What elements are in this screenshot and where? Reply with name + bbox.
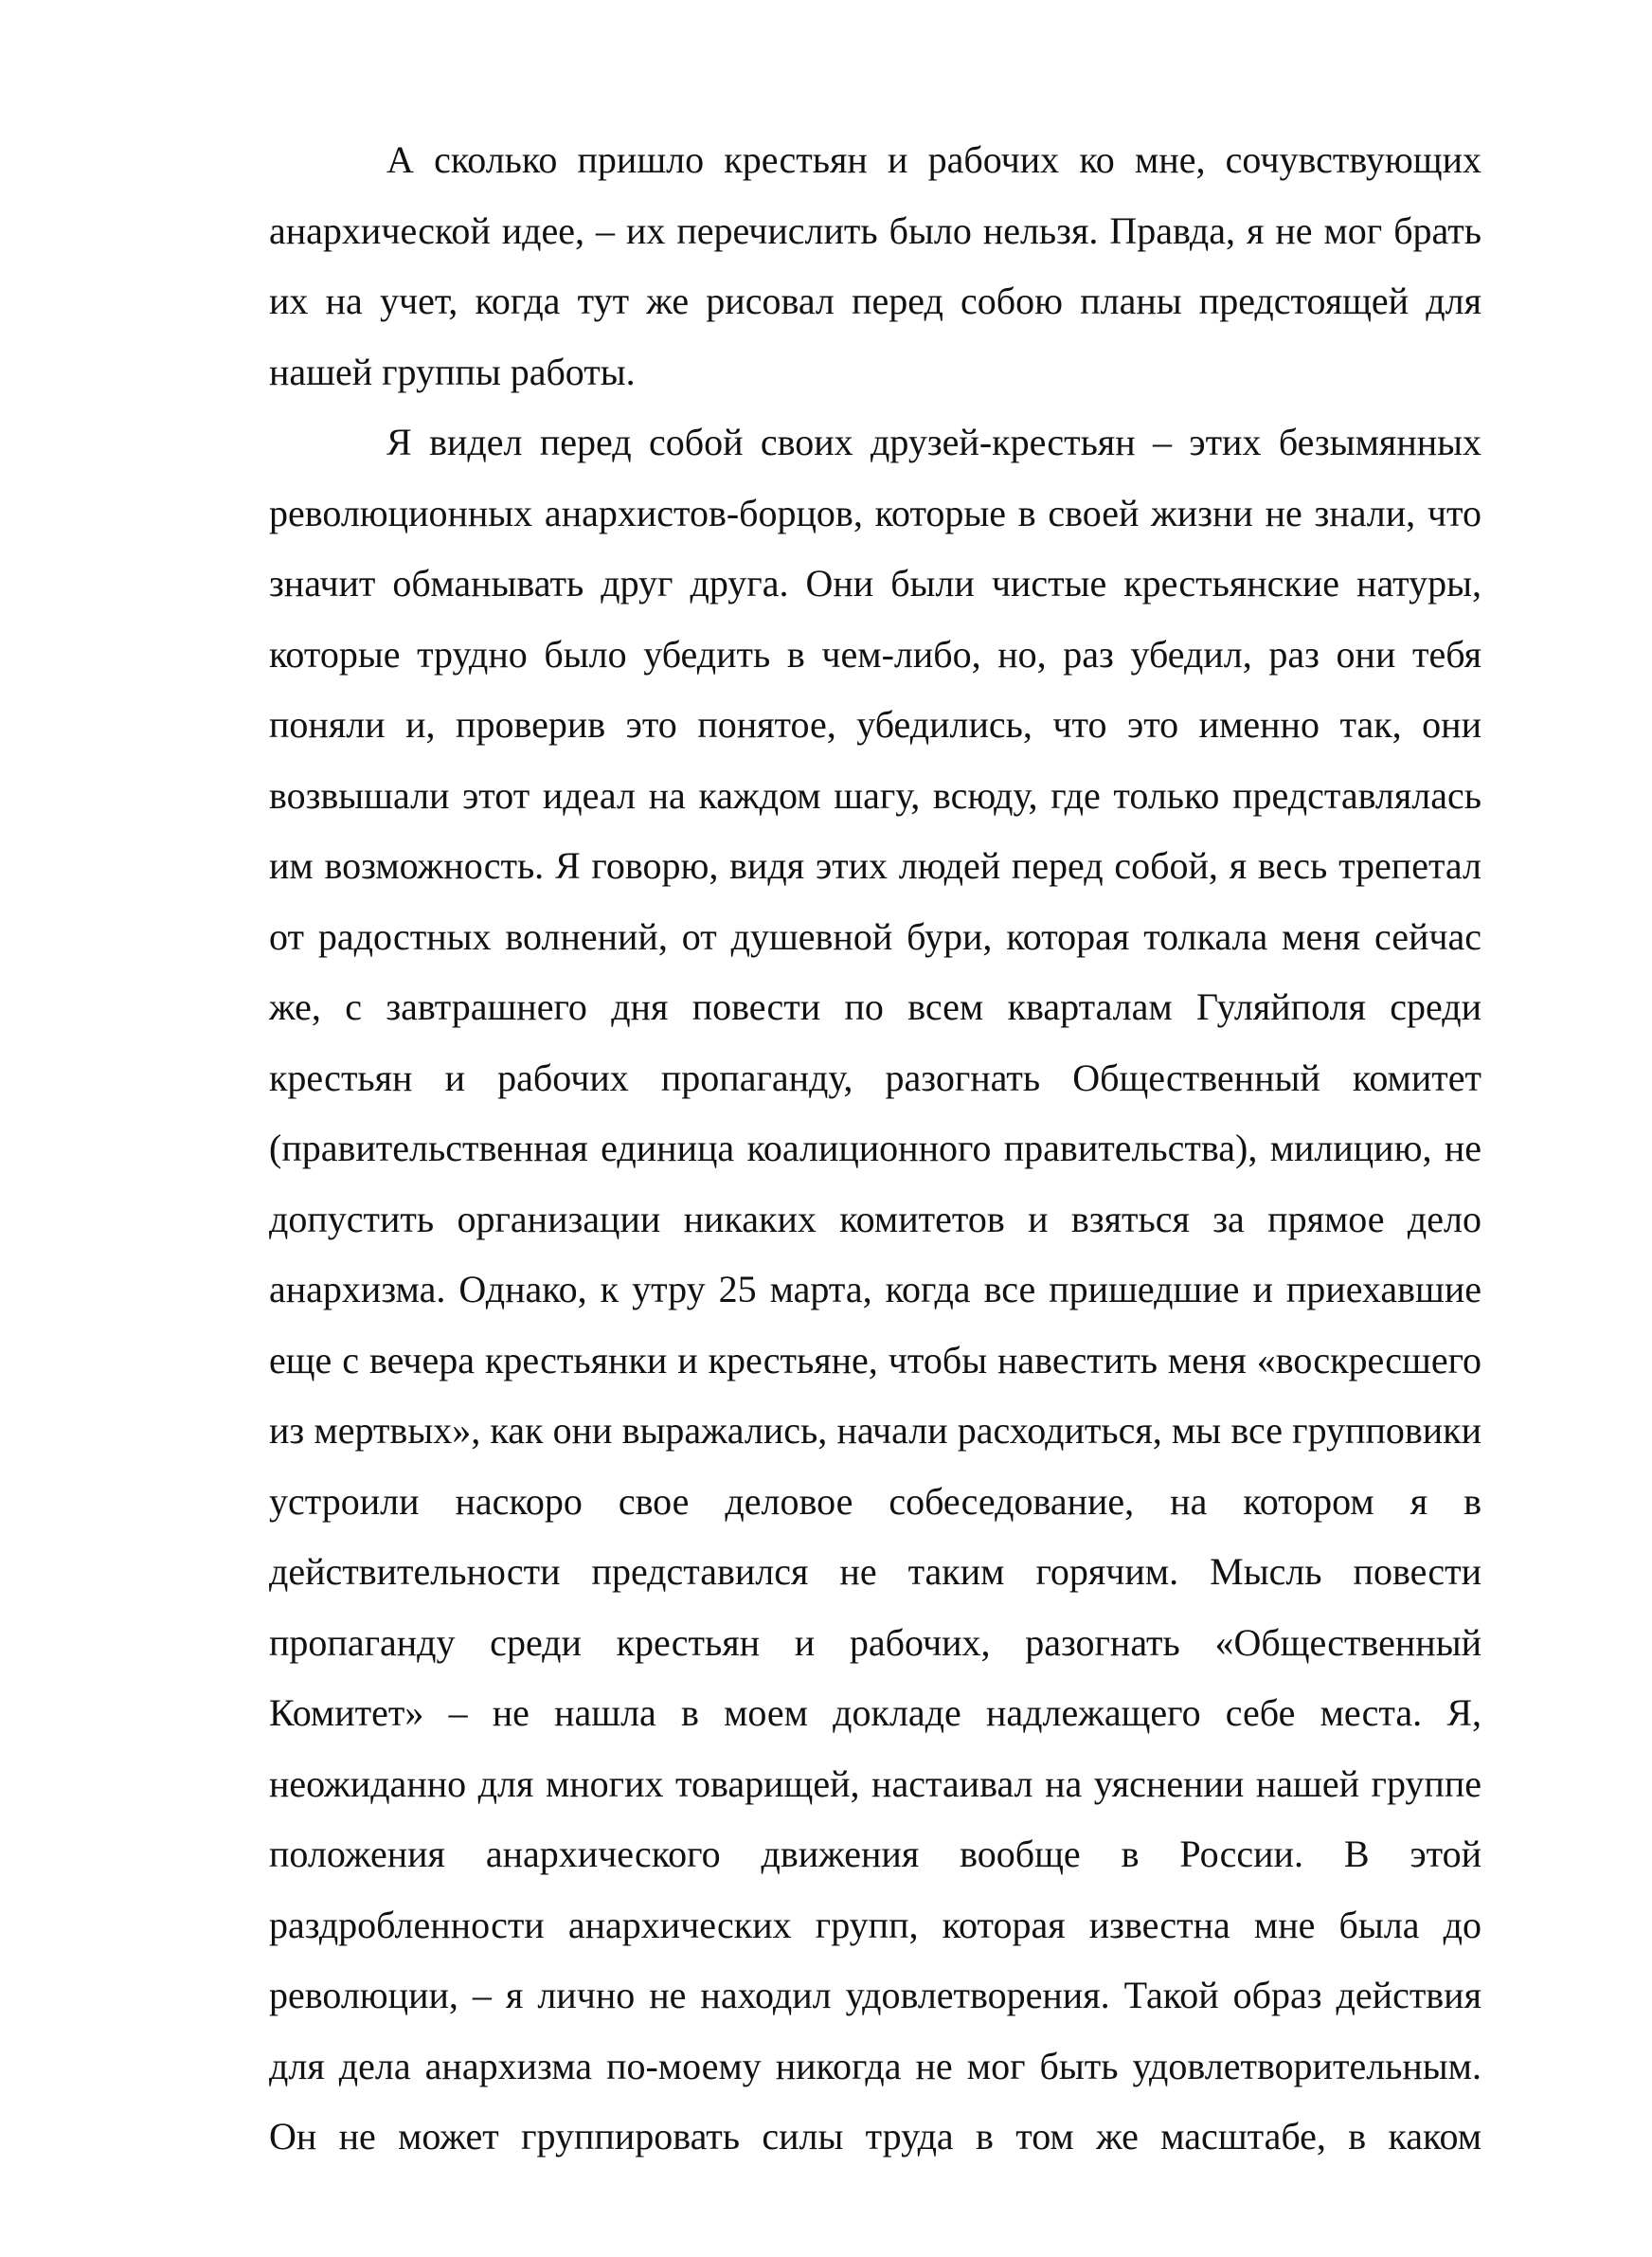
document-page bbox=[152, 125, 1481, 2173]
text-line: пропаганду среди крестьян и рабочих, разогнать «Общественный bbox=[269, 1620, 1481, 1664]
text-line: (правительственная единица коалиционного правительства), милицию, не bbox=[269, 1127, 1481, 1169]
text-line: от радостных волнений, от душевной бури, которая толкала меня сейчас bbox=[269, 914, 1481, 958]
text-line: из мертвых», как они выражались, начали расходиться, мы все групповики bbox=[269, 1409, 1481, 1452]
paragraph-1 bbox=[152, 125, 1481, 407]
text-line: действительности представился не таким горячим. Мысль повести bbox=[269, 1550, 1481, 1593]
text-line: Комитет» – не нашла в моем докладе надлежащего себе места. Я, bbox=[269, 1691, 1481, 1734]
text-line: поняли и, проверив это понятое, убедились, что это именно так, они bbox=[269, 703, 1481, 746]
text-line: же, с завтрашнего дня повести по всем кварталам Гуляйполя среди bbox=[269, 985, 1481, 1028]
text-line: крестьян и рабочих пропаганду, разогнать Общественный комитет bbox=[269, 1056, 1481, 1099]
text-line: революции, – я лично не находил удовлетворения. Такой образ действия bbox=[269, 1974, 1481, 2016]
text-line: положения анархического движения вообще в России. В этой bbox=[269, 1833, 1481, 1875]
text-line: их на учет, когда тут же рисовал перед собою планы предстоящей для bbox=[269, 280, 1481, 322]
text-line: значит обманывать друг друга. Они были чистые крестьянские натуры, bbox=[269, 562, 1481, 605]
text-line: им возможность. Я говорю, видя этих людей перед собой, я весь трепетал bbox=[269, 844, 1481, 887]
text-line: анархической идее, – их перечислить было нельзя. Правда, я не мог брать bbox=[269, 208, 1481, 252]
text-line: нашей группы работы. bbox=[269, 350, 636, 393]
text-line: для дела анархизма по-моему никогда не мог быть удовлетворительным. bbox=[269, 2044, 1481, 2087]
text-line: А сколько пришло крестьян и рабочих ко мне, сочувствующих bbox=[386, 138, 1481, 181]
text-line: допустить организации никаких комитетов и взяться за прямое дело bbox=[269, 1197, 1481, 1240]
text-line: неожиданно для многих товарищей, настаивал на уяснении нашей группе bbox=[269, 1761, 1481, 1805]
text-line: революционных анархистов-борцов, которые в своей жизни не знали, что bbox=[269, 491, 1481, 534]
text-line: возвышали этот идеал на каждом шагу, всюду, где только представлялась bbox=[269, 773, 1481, 817]
text-line: раздробленности анархических групп, которая известна мне была до bbox=[269, 1903, 1481, 1946]
text-line: анархизма. Однако, к утру 25 марта, когда все пришедшие и приехавшие bbox=[269, 1268, 1481, 1310]
text-line: устроили наскоро свое деловое собеседование, на котором я в bbox=[269, 1479, 1481, 1523]
text-line: которые трудно было убедить в чем-либо, но, раз убедил, раз они тебя bbox=[269, 632, 1481, 676]
paragraph-2 bbox=[152, 407, 1481, 2173]
text-line: Он не может группировать силы труда в том же масштабе, в каком bbox=[269, 2115, 1481, 2158]
text-line: еще с вечера крестьянки и крестьяне, чтобы навестить меня «воскресшего bbox=[269, 1338, 1481, 1381]
text-line: Я видел перед собой своих друзей-крестьян – этих безымянных bbox=[386, 421, 1481, 463]
